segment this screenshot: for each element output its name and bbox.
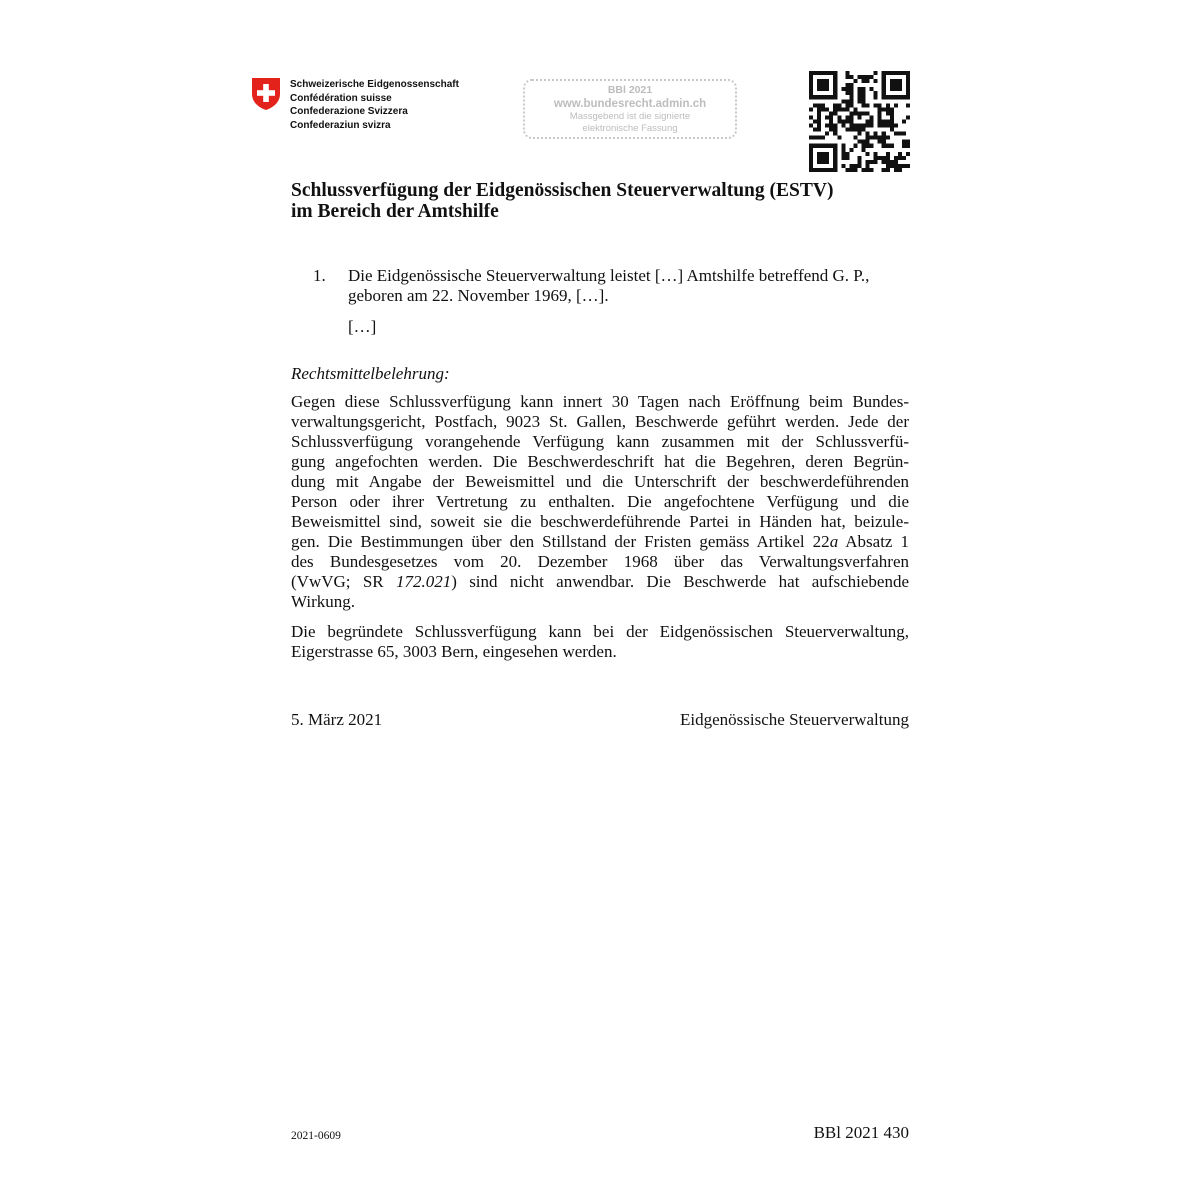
remedy-line: dung mit Angabe der Beweismittel und die Unterschrift der beschwerdeführenden: [291, 472, 909, 491]
agency-name-fr: Confédération suisse: [290, 92, 392, 104]
inspection-paragraph: [291, 622, 909, 662]
swiss-coat-of-arms-icon: [251, 77, 281, 111]
remedy-line-text: (VwVG; SR: [291, 572, 396, 591]
stamp-line-3: Massgebend ist die signierte: [569, 111, 691, 122]
item-number: 1.: [313, 266, 326, 285]
agency-name-de: Schweizerische Eidgenossenschaft: [290, 79, 459, 90]
remedy-line-text: Absatz 1: [838, 532, 910, 551]
title-line-1: Schlussverfügung der Eidgenössischen Steuerverwaltung (ESTV): [291, 180, 834, 201]
footer-reference: BBl 2021 430: [813, 1123, 909, 1142]
remedy-line: [291, 572, 909, 592]
remedy-paragraph: [291, 392, 909, 612]
remedy-heading: Rechtsmittelbelehrung:: [291, 364, 450, 383]
inspection-line: Die begründete Schlussverfügung kann bei der Eidgenössischen Steuerverwaltung,: [291, 622, 909, 641]
remedy-line: Person oder ihrer Vertretung zu enthalten. Die angefochtene Verfügung und die: [291, 492, 909, 511]
publication-stamp: [523, 79, 737, 139]
remedy-line: Gegen diese Schlussverfügung kann innert 30 Tagen nach Eröffnung beim Bundes-: [291, 392, 909, 411]
item-line-1: Die Eidgenössische Steuerverwaltung leistet […] Amtshilfe betreffend G. P.,: [348, 266, 870, 285]
signature-date: 5. März 2021: [291, 710, 383, 729]
remedy-line: des Bundesgesetzes vom 20. Dezember 1968 über das Verwaltungsverfahren: [291, 552, 909, 571]
qr-code-icon: [809, 71, 910, 172]
remedy-line: [291, 532, 909, 552]
stamp-line-1: BBl 2021: [607, 84, 653, 96]
remedy-line: Wirkung.: [291, 592, 355, 611]
item-omission: […]: [348, 317, 377, 336]
stamp-line-2: www.bundesrecht.admin.ch: [553, 98, 707, 110]
item-text: [348, 266, 910, 306]
footer-document-number: 2021-0609: [291, 1130, 341, 1142]
remedy-line-italic: a: [829, 532, 839, 551]
stamp-line-4: elektronische Fassung: [582, 122, 678, 134]
item-line-2: geboren am 22. November 1969, […].: [348, 286, 609, 305]
remedy-line: Schlussverfügung vorangehende Verfügung kann zusammen mit der Schlussverfü-: [291, 432, 909, 451]
remedy-line: verwaltungsgericht, Postfach, 9023 St. Gallen, Beschwerde geführt werden. Jede der: [291, 412, 909, 431]
signature-authority: Eidgenössische Steuerverwaltung: [680, 710, 909, 729]
remedy-line: gung angefochten werden. Die Beschwerdeschrift hat die Begehren, deren Begrün-: [291, 452, 909, 471]
inspection-line: Eigerstrasse 65, 3003 Bern, eingesehen werden.: [291, 642, 617, 661]
agency-name-rm: Confederaziun svizra: [290, 119, 391, 131]
document-title: [291, 180, 911, 222]
agency-names: [290, 78, 459, 132]
remedy-line: Beweismittel sind, soweit sie die beschwerdeführende Partei in Händen hat, beizule-: [291, 512, 909, 531]
agency-name-it: Confederazione Svizzera: [290, 106, 408, 117]
remedy-line-text: gen. Die Bestimmungen über den Stillstand der Fristen gemäss Artikel 22: [291, 532, 830, 551]
statute-number: 172.021: [395, 572, 452, 591]
remedy-line-text: ) sind nicht anwendbar. Die Beschwerde hat aufschiebende: [451, 572, 909, 591]
title-line-2: im Bereich der Amtshilfe: [291, 201, 499, 222]
